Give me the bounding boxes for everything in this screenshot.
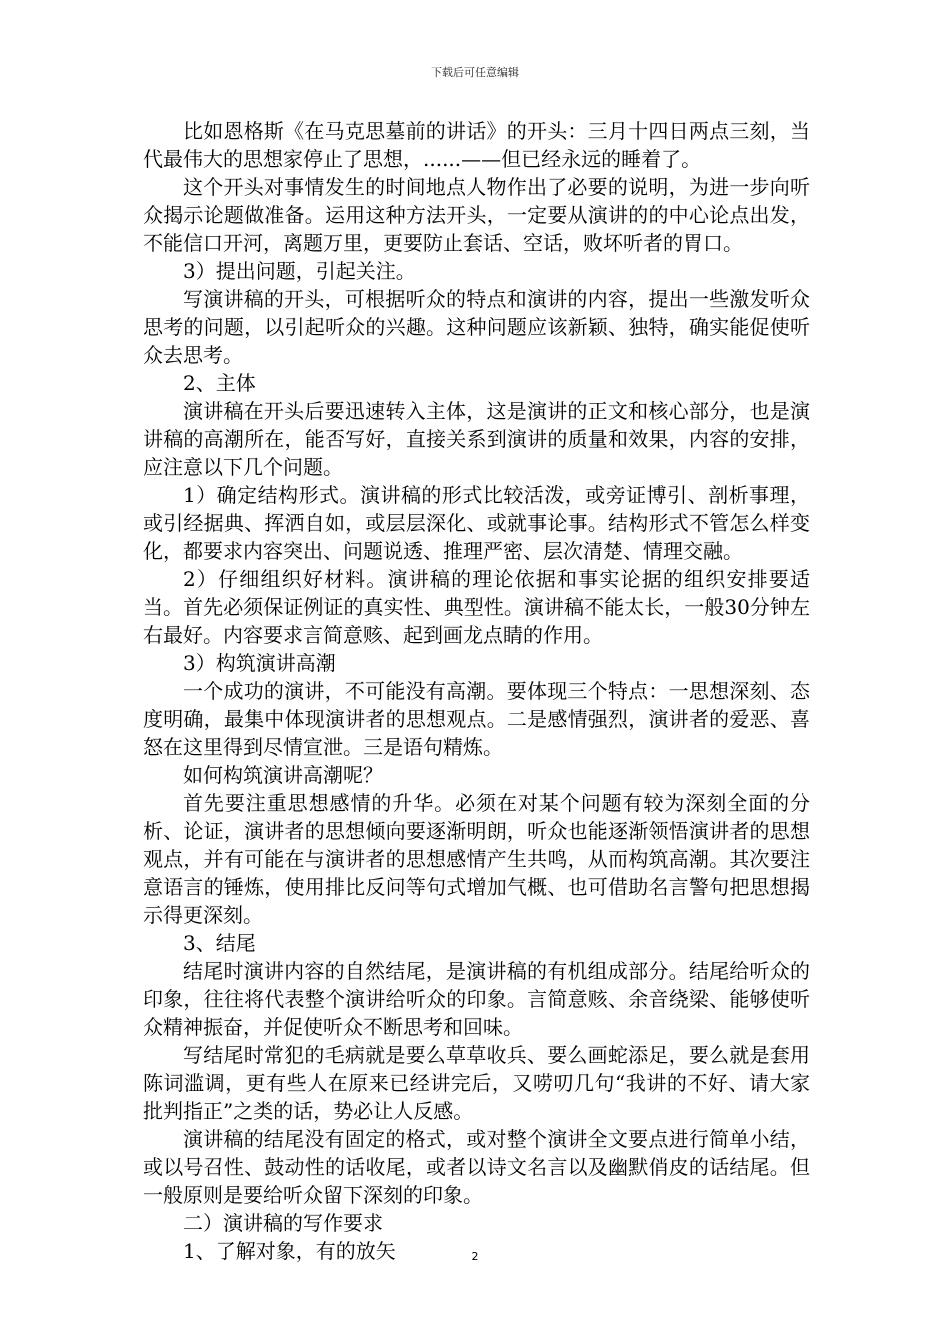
paragraph: 写演讲稿的开头，可根据听众的特点和演讲的内容，提出一些激发听众思考的问题，以引起听众的兴趣。这种问题应该新颖、独特，确实能促使听众去思考。: [143, 287, 810, 367]
paragraph: 这个开头对事情发生的时间地点人物作出了必要的说明，为进一步向听众揭示论题做准备。运用这种方法开头，一定要从演讲的的中心论点出发，不能信口开河，离题万里，更要防止套话、空话，败坏听者的胃口。: [143, 175, 810, 255]
paragraph: 演讲稿在开头后要迅速转入主体，这是演讲的正文和核心部分，也是演讲稿的高潮所在，能否写好，直接关系到演讲的质量和效果，内容的安排，应注意以下几个问题。: [143, 399, 810, 479]
section-heading: 二）演讲稿的写作要求: [183, 1211, 383, 1235]
page-number: 2: [471, 1250, 479, 1263]
section-subheading: 3）提出问题，引起关注。: [183, 259, 416, 283]
section-subheading: 3）构筑演讲高潮: [183, 651, 336, 675]
paragraph: 如何构筑演讲高潮呢？: [183, 763, 383, 787]
section-heading: 2、主体: [183, 371, 256, 395]
paragraph: 比如恩格斯《在马克思墓前的讲话》的开头：三月十四日两点三刻，当代最伟大的思想家停止了思想，......——但已经永远的睡着了。: [143, 119, 810, 171]
paragraph: 1）确定结构形式。演讲稿的形式比较活泼，或旁证博引、剖析事理，或引经据典、挥洒自如，或层层深化、或就事论事。结构形式不管怎么样变化，都要求内容突出、问题说透、推理严密、层次清楚、情理交融。: [143, 483, 810, 563]
paragraph: 首先要注重思想感情的升华。必须在对某个问题有较为深刻全面的分析、论证，演讲者的思想倾向要逐渐明朗，听众也能逐渐领悟演讲者的思想观点，并有可能在与演讲者的思想感情产生共鸣，从而构筑高潮。其次要注意语言的锤炼，使用排比反问等句式增加气概、也可借助名言警句把思想揭示得更深刻。: [143, 791, 810, 927]
paragraph: 演讲稿的结尾没有固定的格式，或对整个演讲全文要点进行简单小结，或以号召性、鼓动性的话收尾，或者以诗文名言以及幽默俏皮的话结尾。但一般原则是要给听众留下深刻的印象。: [143, 1127, 810, 1207]
paragraph: 一个成功的演讲，不可能没有高潮。要体现三个特点：一思想深刻、态度明确，最集中体现演讲者的思想观点。二是感情强烈，演讲者的爱恶、喜怒在这里得到尽情宣泄。三是语句精炼。: [143, 679, 810, 759]
paragraph: 2）仔细组织好材料。演讲稿的理论依据和事实论据的组织安排要适当。首先必须保证例证的真实性、典型性。演讲稿不能太长，一般30分钟左右最好。内容要求言简意赅、起到画龙点睛的作用。: [143, 567, 810, 647]
page-header: 下载后可任意编辑: [431, 66, 519, 79]
paragraph: 写结尾时常犯的毛病就是要么草草收兵、要么画蛇添足，要么就是套用陈词滥调，更有些人在原来已经讲完后，又唠叨几句“我讲的不好、请大家批判指正”之类的话，势必让人反感。: [143, 1043, 810, 1123]
section-heading: 3、结尾: [183, 931, 256, 955]
document-body: [143, 117, 810, 1265]
section-subheading: 1、了解对象，有的放矢: [183, 1239, 396, 1263]
paragraph: 结尾时演讲内容的自然结尾，是演讲稿的有机组成部分。结尾给听众的印象，往往将代表整个演讲给听众的印象。言简意赅、余音绕梁、能够使听众精神振奋，并促使听众不断思考和回味。: [143, 959, 810, 1039]
